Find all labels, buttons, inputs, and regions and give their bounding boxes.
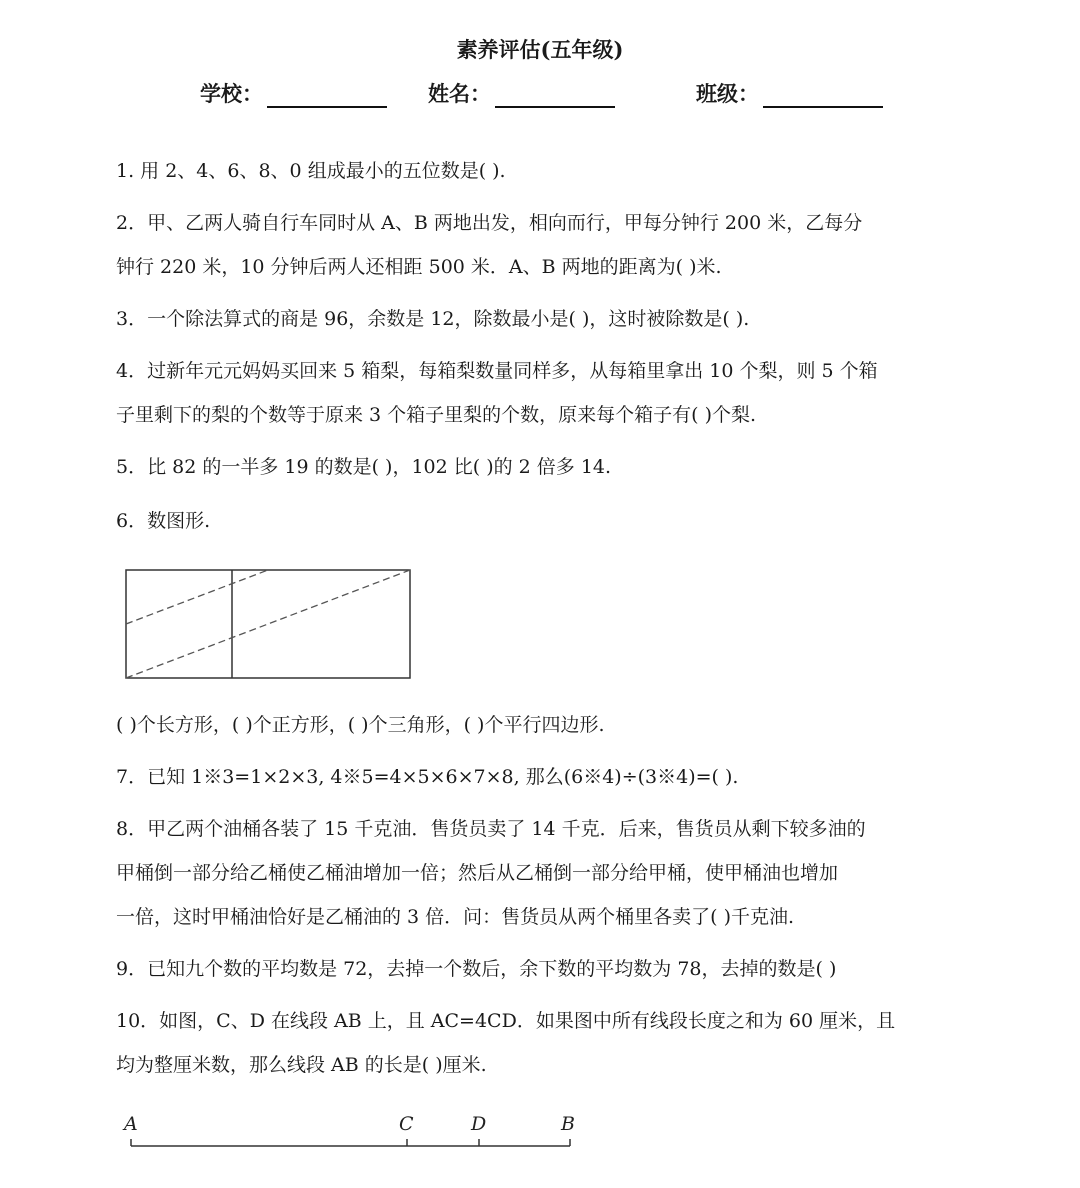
question-7: 7．已知 1※3=1×2×3, 4※5=4×5×6×7×8, 那么(6※4)÷(3※4)=( ). [116, 766, 739, 788]
question-6: 6．数图形. [116, 510, 211, 532]
class-blank[interactable] [763, 84, 883, 108]
worksheet-title: 素养评估(五年级) [456, 37, 624, 62]
class-label: 班级： [696, 81, 759, 106]
student-info-row [0, 78, 1080, 108]
point-label-d: D [471, 1113, 487, 1135]
question-4-line-2: 子里剩下的梨的个数等于原来 3 个箱子里梨的个数，原来每个箱子有( )个梨. [116, 404, 757, 426]
name-label: 姓名： [428, 81, 491, 106]
question-2-line-1: 2．甲、乙两人骑自行车同时从 A、B 两地出发，相向而行，甲每分钟行 200 米，乙每分 [116, 212, 863, 234]
school-blank[interactable] [267, 84, 387, 108]
rectangle-figure [120, 566, 420, 682]
question-4-line-1: 4．过新年元元妈妈买回来 5 箱梨，每箱梨数量同样多，从每箱里拿出 10 个梨，则 5 个箱 [116, 360, 878, 382]
segment-ab-figure [118, 1106, 588, 1156]
question-2-line-2: 钟行 220 米，10 分钟后两人还相距 500 米．A、B 两地的距离为( )米. [116, 256, 722, 278]
class-field [696, 78, 883, 108]
question-8-line-2: 甲桶倒一部分给乙桶使乙桶油增加一倍；然后从乙桶倒一部分给甲桶，使甲桶油也增加 [116, 862, 839, 884]
point-label-b: B [561, 1113, 575, 1135]
question-8-line-1: 8．甲乙两个油桶各装了 15 千克油．售货员卖了 14 千克．后来，售货员从剩下较多油的 [116, 818, 866, 840]
point-label-c: C [399, 1113, 414, 1135]
question-10-line-2: 均为整厘米数，那么线段 AB 的长是( )厘米. [116, 1054, 487, 1076]
point-label-a: A [124, 1113, 138, 1135]
dashed-line-lower [126, 570, 410, 678]
school-label: 学校： [200, 81, 263, 106]
question-3: 3．一个除法算式的商是 96，余数是 12，除数最小是( )，这时被除数是( ). [116, 308, 750, 330]
question-5: 5．比 82 的一半多 19 的数是( )，102 比( )的 2 倍多 14. [116, 456, 612, 478]
school-field [200, 78, 387, 108]
question-10-line-1: 10．如图，C、D 在线段 AB 上，且 AC=4CD．如果图中所有线段长度之和为 60 厘米，且 [116, 1010, 896, 1032]
question-8-line-3: 一倍，这时甲桶油恰好是乙桶油的 3 倍．问：售货员从两个桶里各卖了( )千克油. [116, 906, 795, 928]
name-blank[interactable] [495, 84, 615, 108]
question-6-answer: ( )个长方形，( )个正方形，( )个三角形，( )个平行四边形. [116, 714, 605, 736]
question-9: 9．已知九个数的平均数是 72，去掉一个数后，余下数的平均数为 78，去掉的数是( ) [116, 958, 837, 980]
name-field [428, 78, 615, 108]
question-1: 1. 用 2、4、6、8、0 组成最小的五位数是( ). [116, 160, 506, 182]
dashed-line-upper [126, 570, 268, 624]
